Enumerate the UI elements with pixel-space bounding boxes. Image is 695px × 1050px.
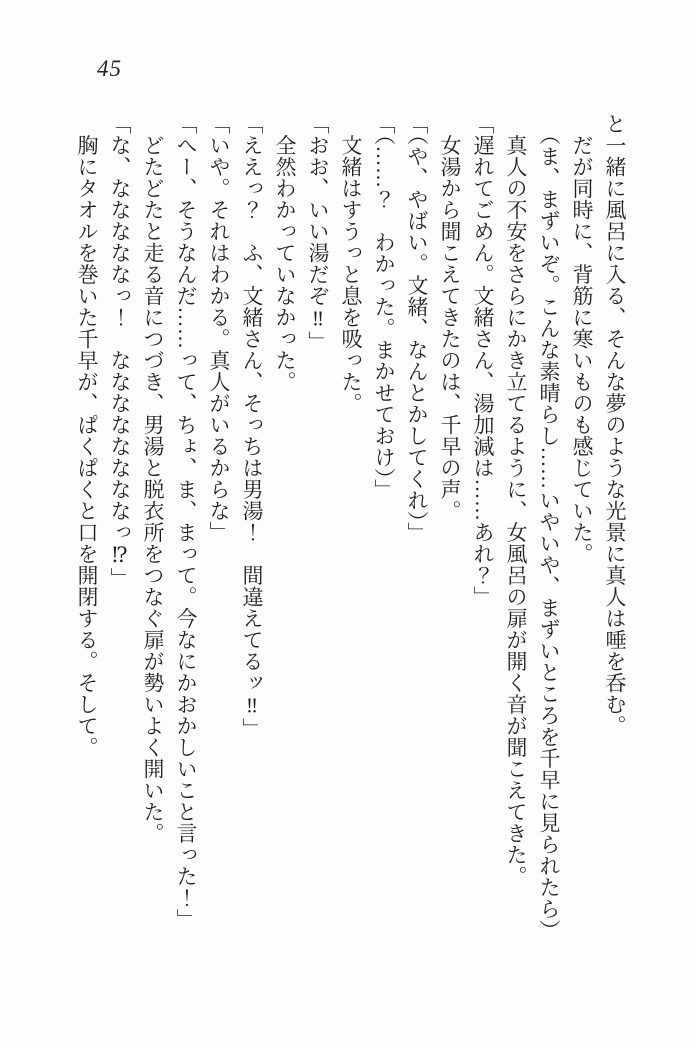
text-line: 「おお、いい湯だぞ‼」 bbox=[306, 113, 330, 353]
text-line: 「遅れてごめん。文緒さん、湯加減は……あれ？」 bbox=[471, 113, 495, 608]
text-line: 「（や、やばい。文緒、なんとかしてくれ）」 bbox=[405, 113, 429, 544]
text-line: と一緒に風呂に入る、そんな夢のような光景に真人は唾を呑む。 bbox=[603, 113, 627, 737]
text-line: 文緒はすうっと息を吸った。 bbox=[339, 113, 363, 414]
page-number: 45 bbox=[97, 56, 122, 81]
text-line: 「（……？ わかった。まかせておけ）」 bbox=[372, 113, 396, 501]
text-line: 全然わかっていなかった。 bbox=[273, 113, 297, 393]
text-line: 「いや。それはわかる。真人がいるからな」 bbox=[207, 113, 231, 543]
text-line: 真人の不安をさらにかき立てるように、女風呂の扉が開く音が聞こえてきた。 bbox=[504, 113, 528, 887]
text-line: （ま、まずいぞ。こんな素晴らし……いやいや、まずいところを千早に見られたら） bbox=[537, 113, 561, 941]
text-line: どたどたと走る音につづき、男湯と脱衣所をつなぐ扉が勢いよく開いた。 bbox=[141, 113, 165, 844]
text-line: 胸にタオルを巻いた千早が、ぱくぱくと口を開閉する。そして。 bbox=[75, 113, 99, 758]
text-line: 女湯から聞こえてきたのは、千早の声。 bbox=[438, 113, 462, 522]
text-line: 「な、なななななっ！ ななななななななっ⁉」 bbox=[108, 113, 132, 589]
vertical-text-block bbox=[70, 113, 631, 961]
text-line: だが同時に、背筋に寒いものも感じていた。 bbox=[570, 113, 594, 565]
text-line: 「ええっ？ ふ、文緒さん、そっちは男湯！ 間違えてるッ‼」 bbox=[240, 113, 264, 740]
text-line: 「へー、そうなんだ……って、ちょ、ま、まって。今なにかおかしいこと言った！」 bbox=[174, 113, 198, 930]
